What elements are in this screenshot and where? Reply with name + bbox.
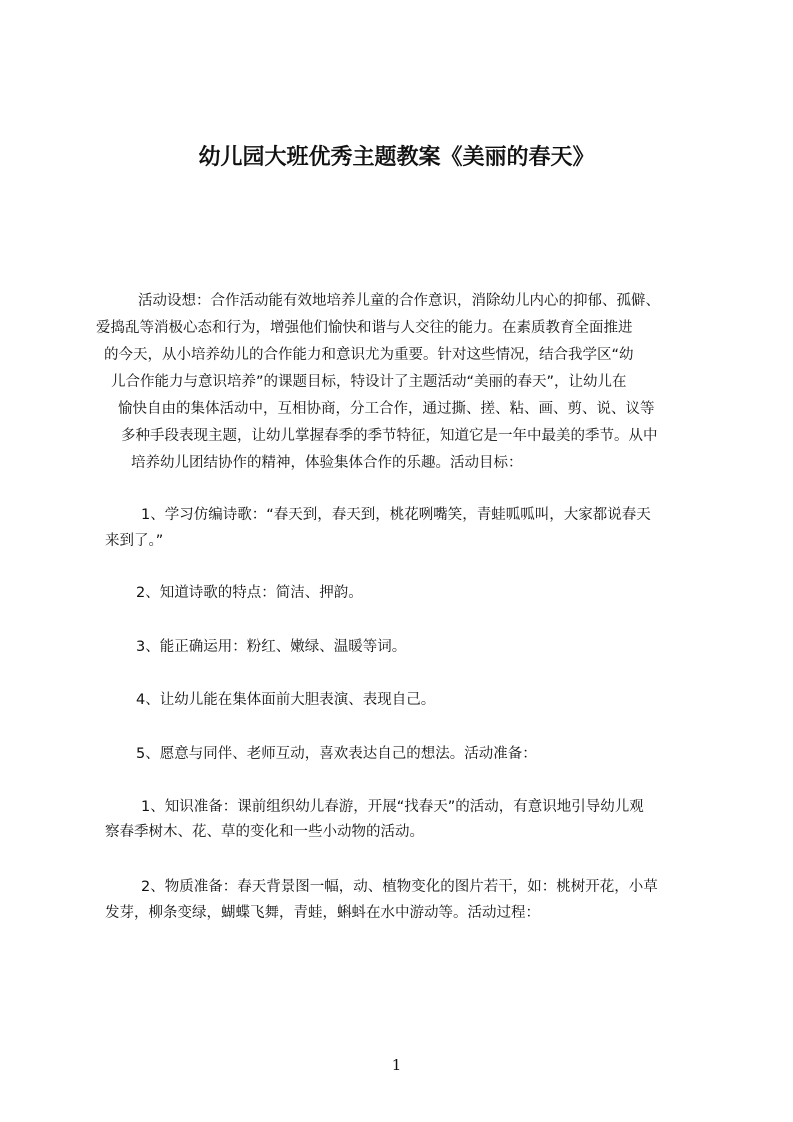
goal-4: 4、让幼儿能在集体面前大胆表演、表现自己。 bbox=[136, 692, 436, 708]
prep-2-line-1: 2、物质准备：春天背景图一幅，动、植物变化的图片若干，如：桃树开花，小草 bbox=[141, 879, 658, 895]
page-number: 1 bbox=[391, 1056, 402, 1074]
intro-line-2: 爱捣乱等消极心态和行为，增强他们愉快和谐与人交往的能力。在素质教育全面推进 bbox=[96, 320, 633, 336]
goal-1-line-1: 1、学习仿编诗歌：“春天到，春天到，桃花咧嘴笑，青蛙呱呱叫，大家都说春天 bbox=[141, 507, 651, 523]
intro-line-7: 培养幼儿团结协作的精神，体验集体合作的乐趣。活动目标： bbox=[131, 455, 523, 471]
intro-line-1: 活动设想：合作活动能有效地培养儿童的合作意识，消除幼儿内心的抑郁、孤僻、 bbox=[138, 293, 660, 309]
prep-1-line-1: 1、知识准备：课前组织幼儿春游，开展“找春天”的活动，有意识地引导幼儿观 bbox=[141, 799, 644, 815]
goal-5: 5、愿意与同伴、老师互动，喜欢表达自己的想法。活动准备： bbox=[136, 746, 537, 762]
goal-3: 3、能正确运用：粉红、嫩绿、温暖等词。 bbox=[136, 639, 407, 655]
goal-2: 2、知道诗歌的特点：简洁、押韵。 bbox=[136, 585, 363, 601]
intro-line-6: 多种手段表现主题，让幼儿掌握春季的季节特征，知道它是一年中最美的季节。从中 bbox=[121, 428, 658, 444]
intro-line-3: 的今天，从小培养幼儿的合作能力和意识尤为重要。针对这些情况，结合我学区“幼 bbox=[104, 347, 634, 363]
goal-1-line-2: 来到了。” bbox=[105, 533, 164, 549]
intro-line-5: 愉快自由的集体活动中，互相协商，分工合作，通过撕、搓、粘、画、剪、说、议等 bbox=[118, 401, 655, 417]
prep-2-line-2: 发芽，柳条变绿，蝴蝶飞舞，青蛙，蝌蚪在水中游动等。活动过程： bbox=[105, 905, 540, 921]
prep-1-line-2: 察春季树木、花、草的变化和一些小动物的活动。 bbox=[105, 824, 424, 840]
document-title: 幼儿园大班优秀主题教案《美丽的春天》 bbox=[198, 145, 595, 170]
intro-line-4: 儿合作能力与意识培养”的课题目标，特设计了主题活动“美丽的春天”，让幼儿在 bbox=[111, 374, 627, 390]
